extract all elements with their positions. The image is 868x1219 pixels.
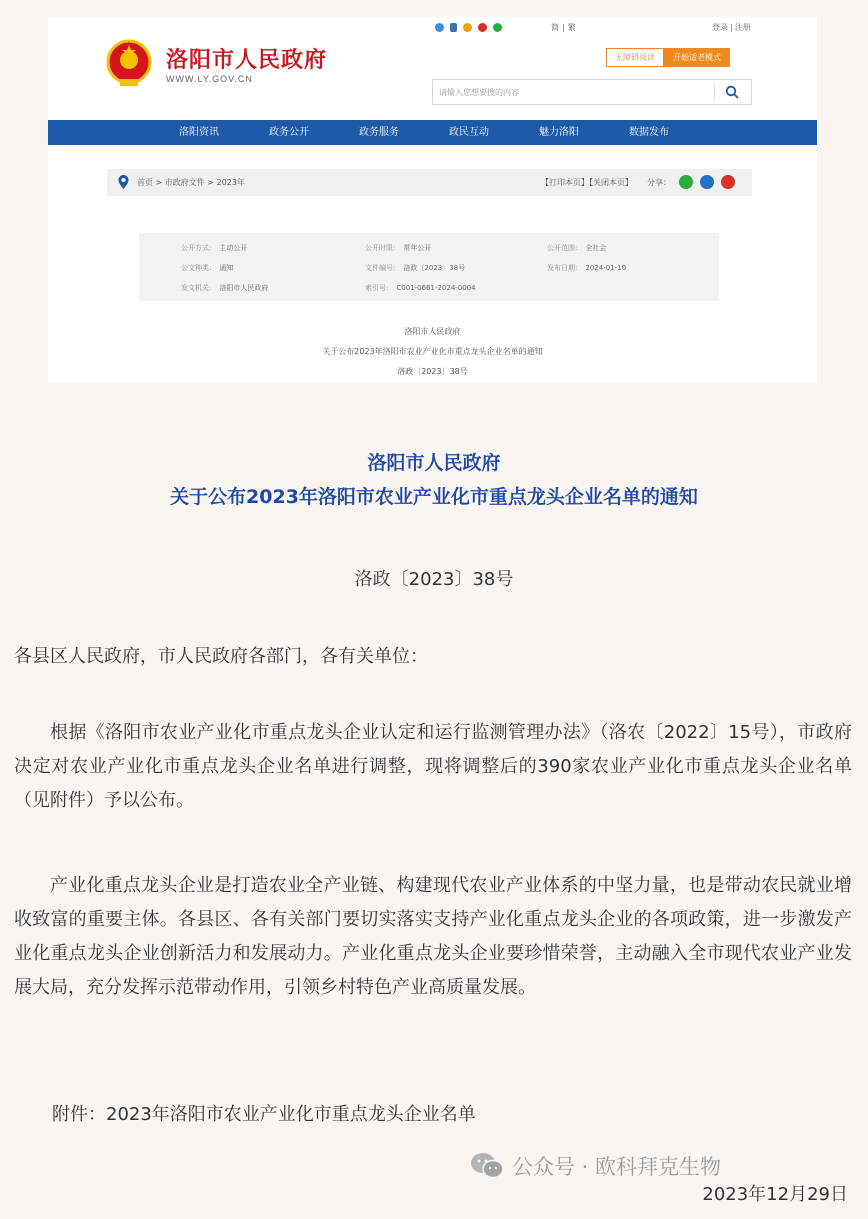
- search-input[interactable]: [432, 79, 752, 105]
- gov-site-screenshot: [48, 17, 817, 383]
- watermark: [470, 1151, 721, 1181]
- national-emblem-icon: [106, 39, 152, 89]
- robot-icon[interactable]: [435, 23, 444, 32]
- barrier-free-button[interactable]: 无障碍阅读: [606, 48, 664, 67]
- print-close-links[interactable]: 【打印本页】【关闭本页】: [541, 178, 633, 187]
- nav-item-services[interactable]: 政务服务: [359, 127, 399, 138]
- attachment-line[interactable]: 附件：2023年洛阳市农业产业化市重点龙头企业名单: [52, 1104, 476, 1125]
- nav-item-open-gov[interactable]: 政务公开: [269, 127, 309, 138]
- document-meta-table: [139, 233, 719, 301]
- language-switch: 简 | 繁: [551, 23, 576, 32]
- article-doc-number: 洛政〔2023〕38号: [354, 569, 514, 590]
- wechat-share-icon[interactable]: [679, 175, 693, 189]
- accessibility-icon[interactable]: [463, 23, 472, 32]
- salutation: 各县区人民政府，市人民政府各部门，各有关单位：: [14, 646, 428, 667]
- search-icon[interactable]: [725, 85, 739, 99]
- meta-open-time: 公开时限: 常年公开: [365, 244, 432, 252]
- lang-traditional[interactable]: 繁: [567, 23, 576, 32]
- breadcrumb[interactable]: 首页 > 市政府文件 > 2023年: [137, 178, 245, 187]
- meta-doc-type: 公文种类: 通知: [181, 264, 234, 272]
- meta-open-scope: 公开范围: 全社会: [547, 244, 607, 252]
- main-nav: [48, 120, 817, 145]
- top-icon-row: [435, 23, 502, 32]
- nav-item-interaction[interactable]: 政民互动: [449, 127, 489, 138]
- document-header: [48, 322, 817, 382]
- article-date: 2023年12月29日: [702, 1184, 848, 1205]
- share-icons: [679, 175, 735, 189]
- breadcrumb-bar: [107, 169, 752, 196]
- register-link[interactable]: 注册: [734, 23, 751, 32]
- location-pin-icon: [118, 175, 129, 189]
- weibo-share-icon[interactable]: [721, 175, 735, 189]
- auth-links: 登录 | 注册: [712, 23, 751, 32]
- search-placeholder: 请输入您想要搜的内容: [439, 88, 519, 97]
- meta-issuer: 发文机关: 洛阳市人民政府: [181, 284, 269, 292]
- article-title-line1: 洛阳市人民政府: [367, 452, 501, 474]
- meta-pub-date: 发布日期: 2024-01-10: [547, 264, 627, 272]
- wechat-watermark-icon: [470, 1152, 504, 1180]
- login-link[interactable]: 登录: [712, 23, 728, 32]
- search-divider: [714, 83, 715, 101]
- doc-head-no: 洛政〔2023〕38号: [397, 367, 468, 376]
- paragraph-2: 产业化重点龙头企业是打造农业全产业链、构建现代农业产业体系的中坚力量，也是带动农民就业增收致富的重要主体。各县区、各有关部门要切实落实支持产业化重点龙头企业的各项政策，进一步激发产业化重点龙头企业创新活力和发展动力。产业化重点龙头企业要珍惜荣誉，主动融入全市现代农业产业发展大局，充分发挥示范带动作用，引领乡村特色产业高质量发展。: [14, 875, 852, 998]
- wechat-icon[interactable]: [493, 23, 502, 32]
- qzone-share-icon[interactable]: [700, 175, 714, 189]
- doc-head-org: 洛阳市人民政府: [404, 327, 461, 336]
- nav-item-news[interactable]: 洛阳资讯: [179, 127, 219, 138]
- article-title: [0, 446, 868, 514]
- doc-head-title: 关于公布2023年洛阳市农业产业化市重点龙头企业名单的通知: [322, 347, 543, 356]
- meta-open-mode: 公开方式: 主动公开: [181, 244, 248, 252]
- nav-item-charm[interactable]: 魅力洛阳: [539, 127, 579, 138]
- paragraph-1: 根据《洛阳市农业产业化市重点龙头企业认定和运行监测管理办法》（洛农〔2022〕15号），市政府决定对农业产业化市重点龙头企业名单进行调整，现将调整后的390家农业产业化市重点龙头企业名单（见附件）予以公布。: [14, 722, 852, 811]
- site-title[interactable]: 洛阳市人民政府: [166, 48, 328, 73]
- mode-buttons: [606, 48, 730, 67]
- meta-doc-no: 文件编号: 洛政〔2023〕38号: [365, 264, 466, 272]
- watermark-text: 公众号 · 欧科拜克生物: [512, 1155, 722, 1179]
- mobile-icon[interactable]: [450, 23, 457, 32]
- weibo-icon[interactable]: [478, 23, 487, 32]
- nav-item-data[interactable]: 数据发布: [629, 127, 669, 138]
- meta-index: 索引号: C001-0661-2024-0004: [365, 284, 476, 292]
- article-title-line2: 关于公布2023年洛阳市农业产业化市重点龙头企业名单的通知: [170, 486, 698, 508]
- share-label: 分享：: [647, 178, 671, 187]
- elder-mode-button[interactable]: 开始适老模式: [664, 48, 730, 67]
- site-url: WWW.LY.GOV.CN: [166, 74, 253, 84]
- lang-simplified[interactable]: 简: [551, 23, 559, 32]
